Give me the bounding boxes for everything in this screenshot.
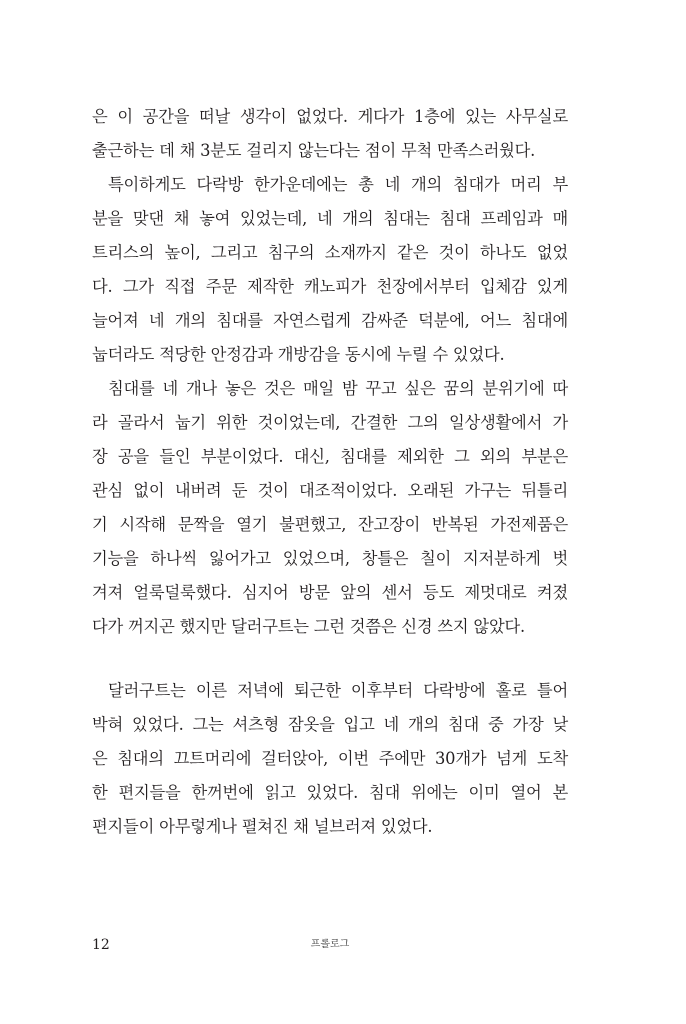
text-line: 특이하게도 다락방 한가운데에는 총 네 개의 침대가 머리 부 (108, 175, 568, 194)
page-number: 12 (92, 937, 110, 953)
section-break (92, 644, 568, 674)
page-footer (92, 935, 568, 955)
text-line: 침대를 네 개나 놓은 것은 매일 밤 꾸고 싶은 꿈의 분위기에 따 (108, 379, 568, 398)
text-line: 박혀 있었다. 그는 셔츠형 잠옷을 입고 네 개의 침대 중 가장 낮 (92, 715, 568, 734)
text-line: 달러구트는 이른 저녁에 퇴근한 이후부터 다락방에 홀로 틀어 (108, 681, 568, 700)
text-line: 한 편지들을 한꺼번에 읽고 있었다. 침대 위에는 이미 열어 본 (92, 783, 568, 802)
text-line: 기능을 하나씩 잃어가고 있었으며, 창틀은 칠이 지저분하게 벗 (92, 549, 568, 568)
text-line: 겨져 얼룩덜룩했다. 심지어 방문 앞의 센서 등도 제멋대로 켜졌 (92, 583, 568, 602)
text-line: 장 공을 들인 부분이었다. 대신, 침대를 제외한 그 외의 부분은 (92, 447, 568, 466)
text-line: 눕더라도 적당한 안정감과 개방감을 동시에 누릴 수 있었다. (92, 345, 505, 364)
text-line: 은 침대의 끄트머리에 걸터앉아, 이번 주에만 30개가 넘게 도착 (92, 749, 568, 768)
text-line: 분을 맞댄 채 놓여 있었는데, 네 개의 침대는 침대 프레임과 매 (92, 209, 568, 228)
text-line: 관심 없이 내버려 둔 것이 대조적이었다. 오래된 가구는 뒤틀리 (92, 481, 568, 500)
text-line: 다. 그가 직접 주문 제작한 캐노피가 천장에서부터 입체감 있게 (92, 277, 568, 296)
running-title: 프롤로그 (310, 939, 350, 950)
text-line: 트리스의 높이, 그리고 침구의 소재까지 같은 것이 하나도 없었 (92, 243, 568, 262)
text-line: 은 이 공간을 떠날 생각이 없었다. 게다가 1층에 있는 사무실로 (92, 107, 568, 126)
text-line: 늘어져 네 개의 침대를 자연스럽게 감싸준 덕분에, 어느 침대에 (92, 311, 568, 330)
text-line: 다가 꺼지곤 했지만 달러구트는 그런 것쯤은 신경 쓰지 않았다. (92, 617, 525, 636)
text-line: 라 골라서 눕기 위한 것이었는데, 간결한 그의 일상생활에서 가 (92, 413, 568, 432)
text-line: 편지들이 아무렇게나 펼쳐진 채 널브러져 있었다. (92, 817, 433, 836)
body-text (92, 100, 568, 844)
text-line: 기 시작해 문짝을 열기 불편했고, 잔고장이 반복된 가전제품은 (92, 515, 568, 534)
text-line: 출근하는 데 채 3분도 걸리지 않는다는 점이 무척 만족스러웠다. (92, 141, 536, 160)
